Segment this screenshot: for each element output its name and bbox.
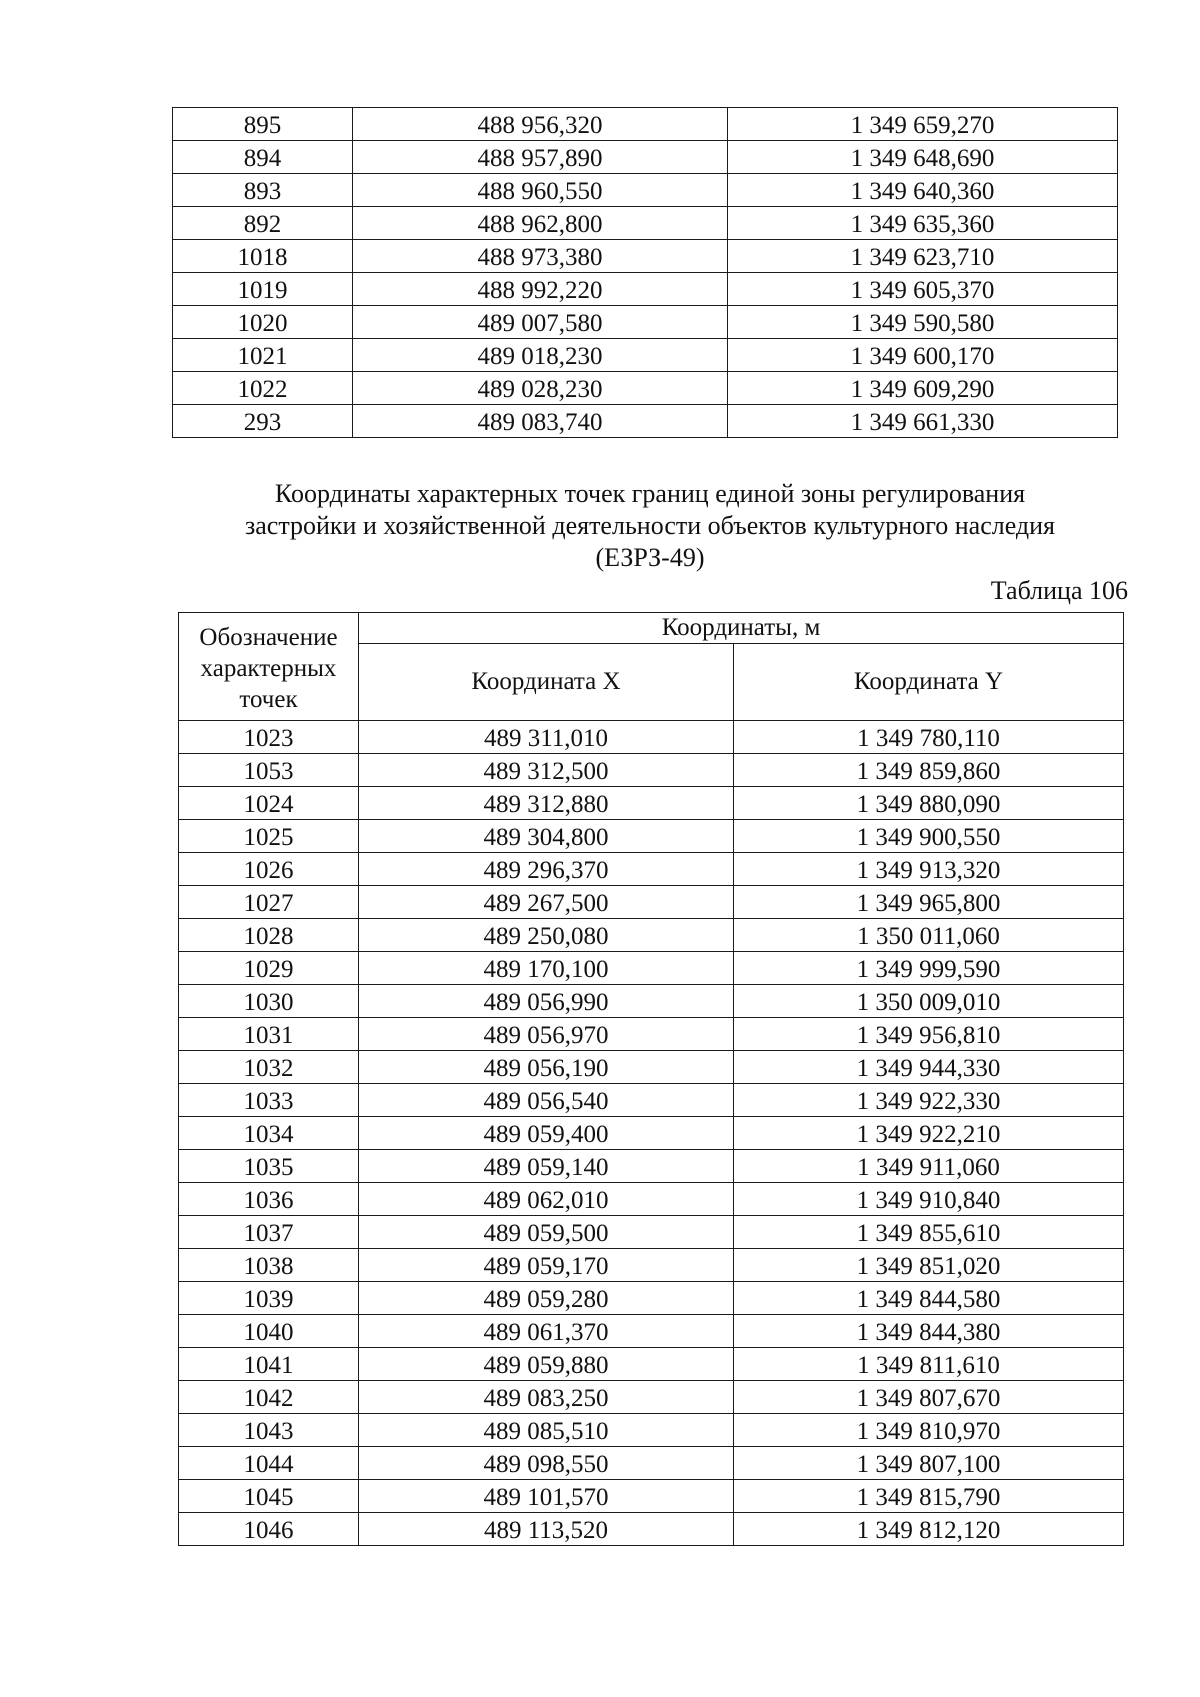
top-coordinates-table	[172, 107, 1118, 438]
point-cell: 1046	[179, 1513, 359, 1546]
table-row	[179, 1381, 1124, 1414]
y-cell: 1 349 880,090	[734, 787, 1124, 820]
y-cell: 1 350 009,010	[734, 985, 1124, 1018]
y-cell: 1 349 661,330	[728, 405, 1118, 438]
x-cell: 489 059,880	[359, 1348, 734, 1381]
y-cell: 1 349 851,020	[734, 1249, 1124, 1282]
y-cell: 1 349 956,810	[734, 1018, 1124, 1051]
point-cell: 1040	[179, 1315, 359, 1348]
y-cell: 1 349 859,860	[734, 754, 1124, 787]
table-row	[173, 240, 1118, 273]
y-cell: 1 349 922,330	[734, 1084, 1124, 1117]
header-coordinate-x: Координата X	[359, 644, 734, 721]
table-row	[179, 1216, 1124, 1249]
point-cell: 1021	[173, 339, 353, 372]
point-cell: 1026	[179, 853, 359, 886]
y-cell: 1 349 910,840	[734, 1183, 1124, 1216]
y-cell: 1 349 812,120	[734, 1513, 1124, 1546]
x-cell: 489 312,880	[359, 787, 734, 820]
y-cell: 1 350 011,060	[734, 919, 1124, 952]
table-row	[179, 1414, 1124, 1447]
x-cell: 489 113,520	[359, 1513, 734, 1546]
point-cell: 1028	[179, 919, 359, 952]
table-row	[179, 1084, 1124, 1117]
header-point-designation: Обозначение характерных точек	[179, 613, 359, 721]
x-cell: 489 028,230	[353, 372, 728, 405]
x-cell: 488 957,890	[353, 141, 728, 174]
y-cell: 1 349 609,290	[728, 372, 1118, 405]
point-cell: 1043	[179, 1414, 359, 1447]
x-cell: 489 098,550	[359, 1447, 734, 1480]
table-row	[173, 207, 1118, 240]
point-cell: 1024	[179, 787, 359, 820]
x-cell: 489 085,510	[359, 1414, 734, 1447]
point-cell: 1036	[179, 1183, 359, 1216]
y-cell: 1 349 965,800	[734, 886, 1124, 919]
point-cell: 892	[173, 207, 353, 240]
point-cell: 1037	[179, 1216, 359, 1249]
y-cell: 1 349 807,670	[734, 1381, 1124, 1414]
table-row	[173, 339, 1118, 372]
table-row	[179, 1018, 1124, 1051]
x-cell: 489 061,370	[359, 1315, 734, 1348]
y-cell: 1 349 855,610	[734, 1216, 1124, 1249]
table-row	[179, 853, 1124, 886]
point-cell: 1020	[173, 306, 353, 339]
table-row	[173, 174, 1118, 207]
table-row	[179, 1150, 1124, 1183]
y-cell: 1 349 807,100	[734, 1447, 1124, 1480]
point-cell: 1030	[179, 985, 359, 1018]
table-row	[173, 273, 1118, 306]
main-table-body	[179, 721, 1124, 1546]
x-cell: 489 296,370	[359, 853, 734, 886]
point-cell: 895	[173, 108, 353, 141]
y-cell: 1 349 913,320	[734, 853, 1124, 886]
main-coordinates-table	[178, 612, 1124, 1546]
top-table-body	[173, 108, 1118, 438]
x-cell: 488 992,220	[353, 273, 728, 306]
x-cell: 489 311,010	[359, 721, 734, 754]
table-row	[179, 1051, 1124, 1084]
x-cell: 489 056,970	[359, 1018, 734, 1051]
point-cell: 1034	[179, 1117, 359, 1150]
x-cell: 489 101,570	[359, 1480, 734, 1513]
y-cell: 1 349 911,060	[734, 1150, 1124, 1183]
point-cell: 1044	[179, 1447, 359, 1480]
x-cell: 489 062,010	[359, 1183, 734, 1216]
y-cell: 1 349 844,580	[734, 1282, 1124, 1315]
table-row	[173, 405, 1118, 438]
x-cell: 488 962,800	[353, 207, 728, 240]
x-cell: 489 250,080	[359, 919, 734, 952]
y-cell: 1 349 900,550	[734, 820, 1124, 853]
point-cell: 1035	[179, 1150, 359, 1183]
y-cell: 1 349 815,790	[734, 1480, 1124, 1513]
table-row	[179, 886, 1124, 919]
point-cell: 893	[173, 174, 353, 207]
point-cell: 1033	[179, 1084, 359, 1117]
caption-line-3: (ЕЗРЗ-49)	[595, 543, 705, 572]
y-cell: 1 349 623,710	[728, 240, 1118, 273]
x-cell: 489 083,740	[353, 405, 728, 438]
x-cell: 489 059,140	[359, 1150, 734, 1183]
table-row	[179, 1447, 1124, 1480]
y-cell: 1 349 999,590	[734, 952, 1124, 985]
point-cell: 1019	[173, 273, 353, 306]
y-cell: 1 349 844,380	[734, 1315, 1124, 1348]
y-cell: 1 349 605,370	[728, 273, 1118, 306]
x-cell: 489 267,500	[359, 886, 734, 919]
x-cell: 489 059,500	[359, 1216, 734, 1249]
header-coordinate-y: Координата Y	[734, 644, 1124, 721]
y-cell: 1 349 780,110	[734, 721, 1124, 754]
point-cell: 1038	[179, 1249, 359, 1282]
point-cell: 1045	[179, 1480, 359, 1513]
x-cell: 489 059,170	[359, 1249, 734, 1282]
header-coordinates: Координаты, м	[359, 613, 1124, 644]
table-row	[179, 820, 1124, 853]
point-cell: 1042	[179, 1381, 359, 1414]
x-cell: 489 170,100	[359, 952, 734, 985]
x-cell: 488 973,380	[353, 240, 728, 273]
y-cell: 1 349 810,970	[734, 1414, 1124, 1447]
table-row	[179, 1315, 1124, 1348]
x-cell: 489 312,500	[359, 754, 734, 787]
x-cell: 489 056,990	[359, 985, 734, 1018]
point-cell: 1053	[179, 754, 359, 787]
table-row	[179, 1183, 1124, 1216]
point-cell: 1039	[179, 1282, 359, 1315]
y-cell: 1 349 600,170	[728, 339, 1118, 372]
table-row	[179, 1282, 1124, 1315]
table-row	[179, 754, 1124, 787]
table-row	[179, 721, 1124, 754]
table-row	[179, 1513, 1124, 1546]
point-cell: 1018	[173, 240, 353, 273]
x-cell: 488 960,550	[353, 174, 728, 207]
table-number-label: Таблица 106	[990, 576, 1128, 605]
point-cell: 1041	[179, 1348, 359, 1381]
y-cell: 1 349 944,330	[734, 1051, 1124, 1084]
table-row	[173, 372, 1118, 405]
point-cell: 1029	[179, 952, 359, 985]
x-cell: 489 083,250	[359, 1381, 734, 1414]
x-cell: 489 007,580	[353, 306, 728, 339]
y-cell: 1 349 922,210	[734, 1117, 1124, 1150]
table-row	[179, 1348, 1124, 1381]
table-row	[179, 1480, 1124, 1513]
table-row	[173, 306, 1118, 339]
caption-line-1: Координаты характерных точек границ единой зоны регулирования	[274, 479, 1026, 508]
point-cell: 1022	[173, 372, 353, 405]
table-row	[179, 1117, 1124, 1150]
table-row	[173, 141, 1118, 174]
point-cell: 1023	[179, 721, 359, 754]
point-cell: 1027	[179, 886, 359, 919]
x-cell: 489 056,190	[359, 1051, 734, 1084]
point-cell: 1031	[179, 1018, 359, 1051]
point-cell: 894	[173, 141, 353, 174]
x-cell: 489 018,230	[353, 339, 728, 372]
y-cell: 1 349 635,360	[728, 207, 1118, 240]
table-row	[179, 787, 1124, 820]
y-cell: 1 349 590,580	[728, 306, 1118, 339]
x-cell: 489 059,400	[359, 1117, 734, 1150]
y-cell: 1 349 659,270	[728, 108, 1118, 141]
point-cell: 293	[173, 405, 353, 438]
x-cell: 489 056,540	[359, 1084, 734, 1117]
table-row	[179, 952, 1124, 985]
y-cell: 1 349 640,360	[728, 174, 1118, 207]
y-cell: 1 349 648,690	[728, 141, 1118, 174]
caption-line-2: застройки и хозяйственной деятельности объектов культурного наследия	[244, 511, 1056, 540]
table-row	[179, 985, 1124, 1018]
table-caption	[170, 478, 1130, 574]
point-cell: 1032	[179, 1051, 359, 1084]
y-cell: 1 349 811,610	[734, 1348, 1124, 1381]
main-table-header	[179, 613, 1124, 721]
x-cell: 489 304,800	[359, 820, 734, 853]
x-cell: 489 059,280	[359, 1282, 734, 1315]
table-row	[179, 919, 1124, 952]
point-cell: 1025	[179, 820, 359, 853]
table-row	[179, 1249, 1124, 1282]
table-row	[173, 108, 1118, 141]
x-cell: 488 956,320	[353, 108, 728, 141]
